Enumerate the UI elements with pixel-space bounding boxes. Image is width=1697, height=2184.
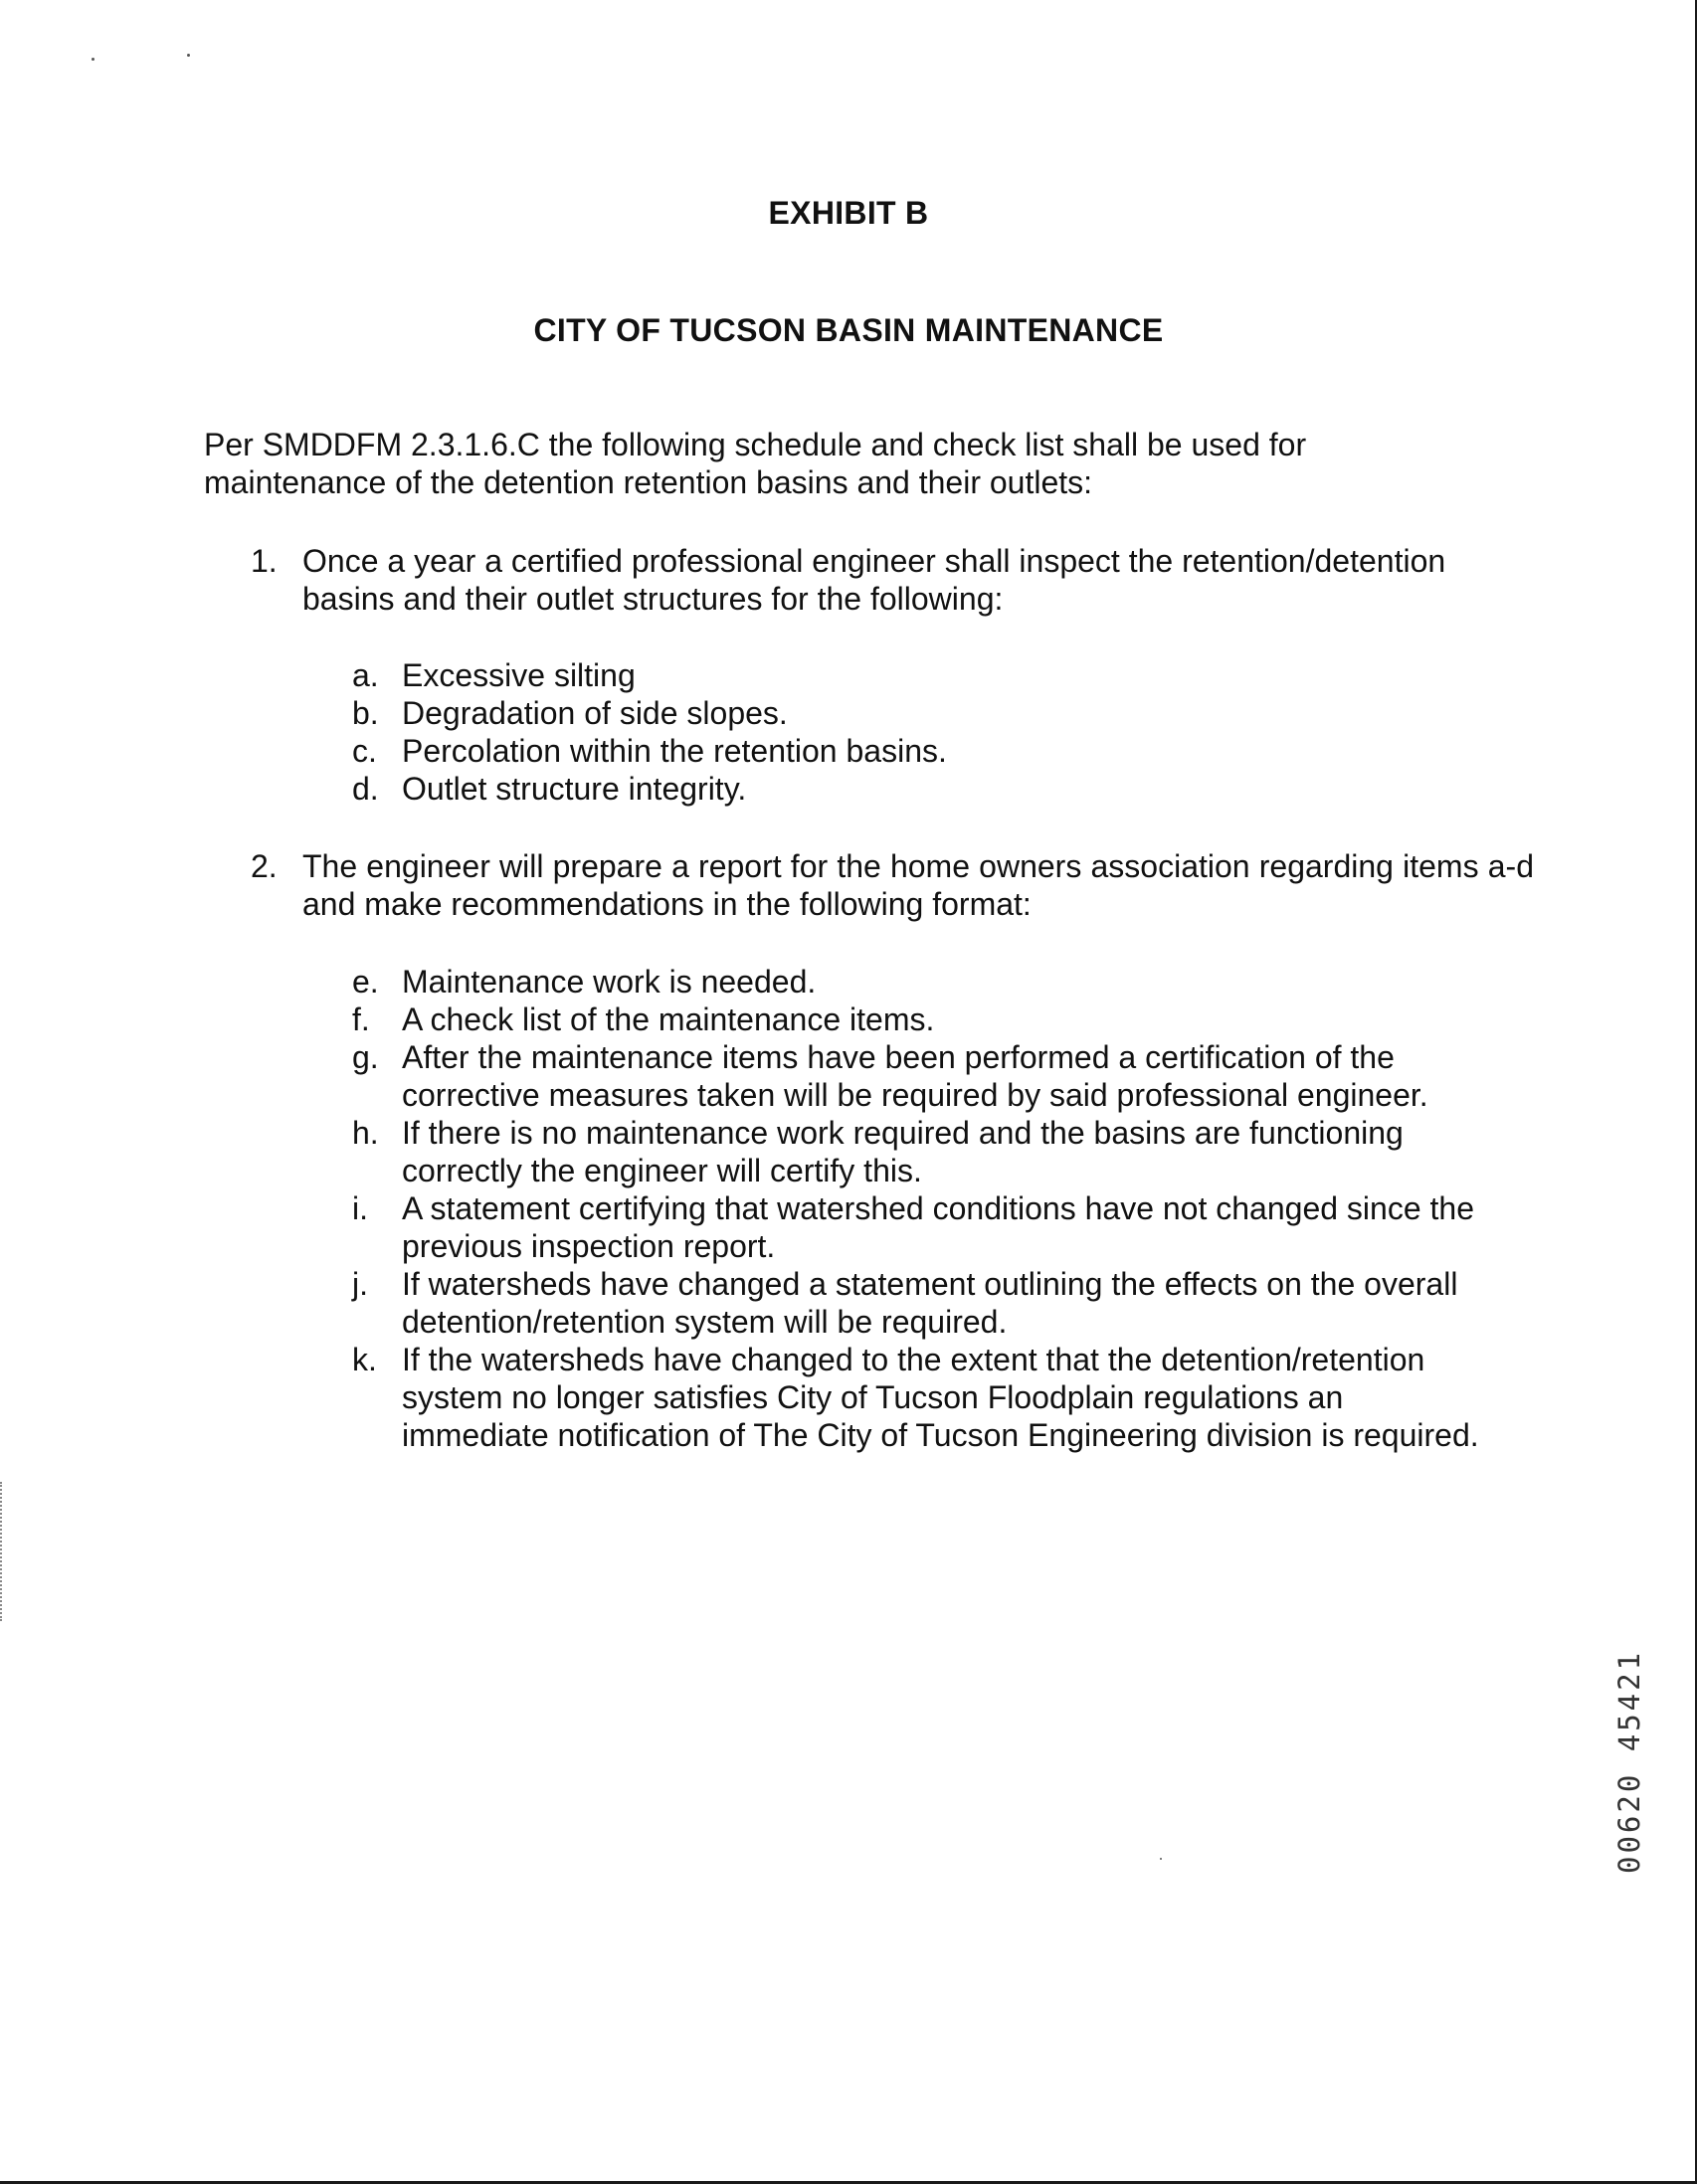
item-text: Maintenance work is needed. [402,964,817,1000]
list-item [350,1265,1494,1341]
item-text: If watersheds have changed a statement outlining the effects on the overall detention/retention system will be required. [402,1266,1458,1340]
exhibit-title: EXHIBIT B [768,195,929,231]
list-item [350,732,1494,770]
item-text: Excessive silting [402,657,636,693]
item-text: The engineer will prepare a report for the home owners association regarding items a-d and make recommendations in the following format: [302,848,1534,922]
item-number: 2. [251,848,278,884]
scan-speck [1160,1858,1162,1860]
document-subtitle: CITY OF TUCSON BASIN MAINTENANCE [533,312,1164,348]
list-item [350,1189,1494,1265]
numbered-item [251,847,1534,923]
item-text: Degradation of side slopes. [402,695,788,731]
inspection-checklist [350,656,1494,808]
list-item [350,1341,1494,1454]
item-letter: j. [352,1266,368,1302]
list-item [350,1038,1494,1114]
list-item [350,770,1494,808]
item-letter: h. [352,1115,379,1151]
item-text: Outlet structure integrity. [402,771,747,807]
scan-speck [187,54,190,57]
item-text: If the watersheds have changed to the extent that the detention/retention system no longer satisfies City of Tucson Floodplain regulations an immediate notification of The City of Tucson Engineering division is required. [402,1342,1479,1453]
item-letter: b. [352,695,379,731]
item-letter: i. [352,1190,368,1226]
item-letter: e. [352,964,379,1000]
item-text: A statement certifying that watershed conditions have not changed since the previous inspection report. [402,1190,1474,1264]
item-letter: d. [352,771,379,807]
list-item [350,1001,1494,1038]
stamp-number: 00620 45421 [1612,1649,1646,1874]
item-letter: g. [352,1039,379,1075]
item-number: 1. [251,543,278,579]
item-letter: c. [352,733,377,769]
list-item [350,963,1494,1001]
item-text: Once a year a certified professional engineer shall inspect the retention/detention basins and their outlet structures for the following: [302,543,1446,617]
item-letter: f. [352,1001,370,1037]
scan-speck [92,58,94,61]
item-text: A check list of the maintenance items. [402,1001,935,1037]
document-id-stamp [1609,1603,1649,1874]
item-letter: k. [352,1342,377,1377]
scan-edge-mark [0,1482,4,1621]
list-item [350,656,1494,694]
list-item [350,1114,1494,1189]
item-text: If there is no maintenance work required and the basins are functioning correctly the engineer will certify this. [402,1115,1404,1188]
list-item [350,694,1494,732]
item-letter: a. [352,657,379,693]
item-text: Percolation within the retention basins. [402,733,947,769]
intro-paragraph: Per SMDDFM 2.3.1.6.C the following schedule and check list shall be used for maintenance of the detention retention basins and their outlets: [204,427,1307,500]
numbered-item [251,542,1534,618]
item-text: After the maintenance items have been performed a certification of the corrective measures taken will be required by said professional engineer. [402,1039,1428,1113]
report-format-list [350,963,1494,1454]
